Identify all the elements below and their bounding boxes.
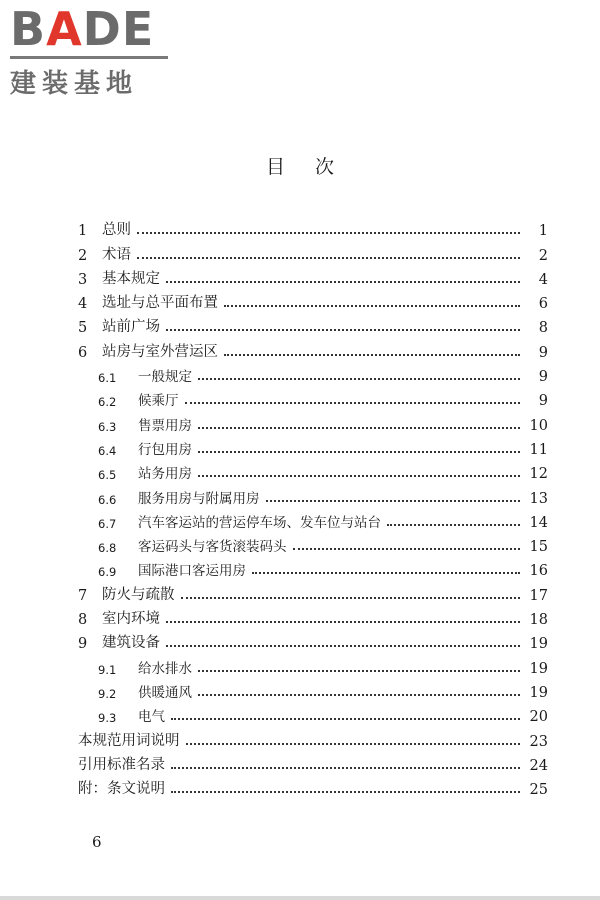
toc-entry-number: 7 [78,587,88,604]
toc-entry-number: 2 [78,247,88,264]
toc-entry-page: 17 [529,587,548,604]
toc-entry[interactable] [78,725,548,749]
toc-entry-page: 6 [538,296,548,313]
toc-entry-number: 6.5 [98,468,117,483]
toc-entry-page: 20 [529,709,548,726]
toc-entry-title: 站前广场 [102,319,160,336]
toc-dot-leader [181,597,521,599]
toc-dot-leader [224,305,520,307]
toc-entry-number: 6.3 [98,419,117,434]
toc-entry-title: 防火与疏散 [102,586,175,603]
toc-dot-leader [198,670,520,672]
toc-dot-leader [198,378,520,380]
toc-subsection-entry[interactable] [78,409,548,433]
toc-entry-title: 汽车客运站的营运停车场、发车位与站台 [138,514,381,531]
toc-entry-title: 客运码头与客货滚装码头 [138,539,287,556]
toc-entry-page: 15 [529,539,548,556]
toc-entry[interactable] [78,312,548,336]
page-number: 6 [92,833,102,851]
toc-subsection-entry[interactable] [78,701,548,725]
toc-entry-title: 引用标准名录 [78,756,165,773]
toc-entry-title: 售票用房 [138,417,192,434]
toc-dot-leader [198,475,520,477]
toc-dot-leader [137,257,520,259]
toc-entry-number: 9 [78,636,88,653]
toc-entry-page: 14 [529,514,548,531]
toc-entry-title: 电气 [138,709,165,726]
toc-dot-leader [166,621,520,623]
toc-subsection-entry[interactable] [78,507,548,531]
toc-entry-title: 总则 [102,222,131,239]
toc-entry-title: 国际港口客运用房 [138,563,246,580]
logo-letter-b: B [10,2,47,56]
toc-subsection-entry[interactable] [78,677,548,701]
page-title: 目次 [265,156,364,178]
toc-entry-page: 16 [529,563,548,580]
toc-subsection-entry[interactable] [78,652,548,676]
toc-entry[interactable] [78,774,548,798]
toc-dot-leader [171,718,520,720]
toc-entry-page: 9 [538,344,548,361]
toc-entry-number: 9.1 [98,662,117,677]
toc-entry[interactable] [78,579,548,603]
toc-entry-number: 9.2 [98,686,117,701]
toc-entry[interactable] [78,750,548,774]
toc-entry-title: 服务用房与附属用房 [138,490,260,507]
toc-entry-number: 6.1 [98,371,117,386]
toc-entry-page: 10 [529,417,548,434]
logo-divider [10,56,168,59]
toc-entry-page: 13 [529,490,548,507]
toc-entry-title: 行包用房 [138,441,192,458]
logo-wordmark [10,4,190,54]
toc-entry[interactable] [78,628,548,652]
toc-entry-page: 19 [529,660,548,677]
toc-entry-number: 6.4 [98,443,117,458]
toc-entry-number: 6 [78,344,88,361]
toc-entry-number: 3 [78,271,88,288]
toc-dot-leader [198,694,520,696]
toc-subsection-entry[interactable] [78,555,548,579]
toc-entry-page: 12 [529,466,548,483]
toc-entry-page: 24 [529,757,548,774]
toc-entry-page: 18 [529,612,548,629]
toc-entry-page: 23 [529,733,548,750]
toc-entry-title: 一般规定 [138,369,192,386]
toc-entry-page: 9 [538,369,548,386]
toc-entry-page: 19 [529,636,548,653]
toc-dot-leader [198,451,520,453]
toc-entry-title: 候乘厅 [138,393,179,410]
toc-entry[interactable] [78,288,548,312]
toc-dot-leader [166,329,520,331]
toc-entry-number: 6.6 [98,492,117,507]
toc-entry-number: 1 [78,223,88,240]
toc-entry[interactable] [78,215,548,239]
toc-entry-title: 建筑设备 [102,635,160,652]
toc-entry-page: 1 [538,223,548,240]
toc-entry[interactable] [78,264,548,288]
toc-dot-leader [198,427,520,429]
toc-dot-leader [171,767,520,769]
toc-entry-page: 9 [538,393,548,410]
toc-entry-page: 2 [538,247,548,264]
toc-dot-leader [387,524,520,526]
logo-chinese-text: 建装基地 [10,69,139,99]
toc-entry-number: 4 [78,296,88,313]
toc-entry-number: 6.7 [98,516,117,531]
toc-entry-title: 站房与室外营运区 [102,343,218,360]
toc-dot-leader [137,232,520,234]
toc-entry-title: 附：条文说明 [78,781,165,798]
toc-entry-page: 19 [529,684,548,701]
table-of-contents [78,215,548,798]
toc-dot-leader [166,645,520,647]
toc-entry-number: 6.8 [98,541,117,556]
toc-entry-page: 4 [538,271,548,288]
toc-entry-title: 室内环境 [102,611,160,628]
toc-entry-title: 给水排水 [138,660,192,677]
toc-entry[interactable] [78,336,548,360]
toc-subsection-entry[interactable] [78,482,548,506]
toc-dot-leader [293,548,521,550]
toc-entry-page: 8 [538,320,548,337]
toc-entry-number: 6.2 [98,395,117,410]
toc-subsection-entry[interactable] [78,458,548,482]
toc-entry-title: 供暖通风 [138,684,192,701]
toc-dot-leader [185,402,521,404]
toc-entry-page: 11 [529,441,548,458]
toc-entry-number: 6.9 [98,565,117,580]
toc-subsection-entry[interactable] [78,434,548,458]
toc-dot-leader [166,281,520,283]
toc-dot-leader [252,572,520,574]
logo-letter-a: A [46,2,83,56]
toc-dot-leader [224,354,520,356]
toc-dot-leader [266,500,521,502]
logo-letters-de: DE [82,2,155,56]
toc-dot-leader [186,743,521,745]
toc-entry-title: 术语 [102,246,131,263]
toc-subsection-entry[interactable] [78,361,548,385]
toc-subsection-entry[interactable] [78,385,548,409]
bade-logo [10,4,190,100]
toc-entry-title: 站务用房 [138,466,192,483]
toc-entry-number: 8 [78,612,88,629]
toc-dot-leader [171,791,520,793]
toc-entry-page: 25 [529,782,548,799]
toc-subsection-entry[interactable] [78,531,548,555]
toc-entry-number: 5 [78,320,88,337]
page-bottom-edge [0,896,600,900]
toc-entry[interactable] [78,239,548,263]
toc-entry-title: 基本规定 [102,270,160,287]
toc-entry[interactable] [78,604,548,628]
toc-entry-title: 本规范用词说明 [78,732,180,749]
toc-entry-number: 9.3 [98,711,117,726]
toc-entry-title: 选址与总平面布置 [102,295,218,312]
